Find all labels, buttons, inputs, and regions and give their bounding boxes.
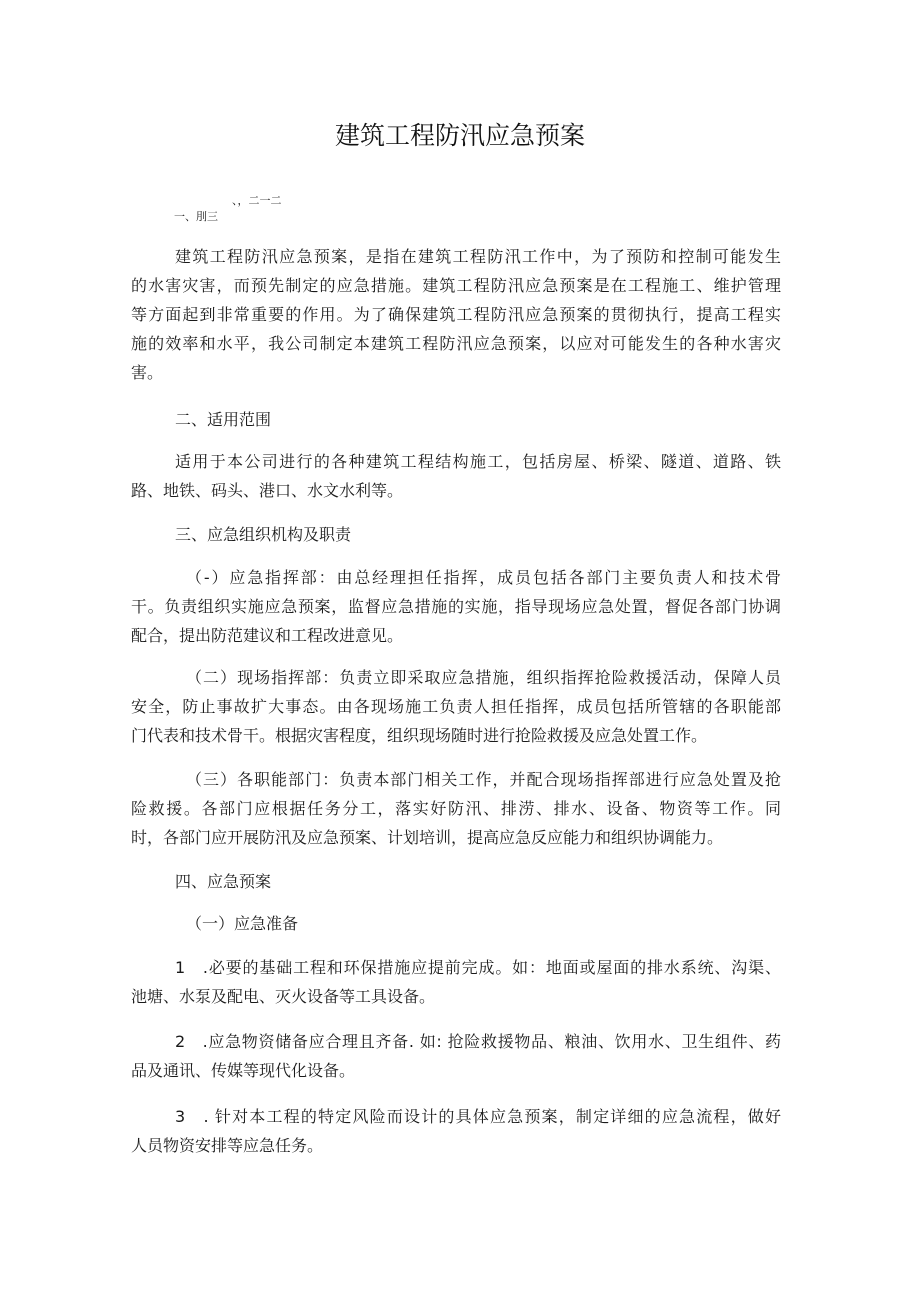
section3-paragraph-2: [131, 663, 781, 750]
prep-item-3: [131, 1102, 781, 1160]
paragraph-line: 池塘、水泵及配电、灭火设备等工具设备。: [131, 987, 436, 1006]
paragraph-line: （三）各职能部门：负责本部门相关工作，并配合现场指挥部进行应急处置及抢: [186, 770, 781, 789]
paragraph-line: 建筑工程防汛应急预案，是指在建筑工程防汛工作中，为了预防和控制可能发生: [175, 247, 781, 266]
section2-paragraph: [131, 447, 781, 505]
section3-heading: 三、应急组织机构及职责: [175, 525, 352, 544]
paragraph-line: 配合，提出防范建议和工程改进意见。: [131, 626, 404, 645]
paragraph-line: 品及通讯、传媒等现代化设备。: [131, 1061, 356, 1080]
paragraph-line: 险救援。各部门应根据任务分工，落实好防汛、排涝、排水、设备、物资等工作。同: [131, 799, 781, 818]
paragraph-line: 2 .应急物资储备应合理且齐备. 如: 抢险救援物品、粮油、饮用水、卫生组件、药: [175, 1032, 781, 1051]
paragraph-line: 适用于本公司进行的各种建筑工程结构施工，包括房屋、桥梁、隧道、道路、铁: [175, 452, 781, 471]
paragraph-line: 的水害灾害，而预先制定的应急措施。建筑工程防汛应急预案是在工程施工、维护管理: [131, 276, 781, 295]
paragraph-line: 等方面起到非常重要的作用。为了确保建筑工程防汛应急预案的贯彻执行，提高工程实: [131, 305, 781, 324]
paragraph-line: （二）现场指挥部：负责立即采取应急措施，组织指挥抢险救援活动，保障人员: [186, 668, 781, 687]
paragraph-line: 人员物资安排等应急任务。: [131, 1136, 324, 1155]
paragraph-line: 路、地铁、码头、港口、水文水利等。: [131, 481, 404, 500]
section4-heading: 四、应急预案: [175, 872, 272, 891]
section3-paragraph-1: [131, 563, 781, 650]
intro-paragraph: [131, 242, 781, 387]
document-title: 建筑工程防汛应急预案: [334, 121, 585, 150]
prep-item-2: [131, 1027, 781, 1085]
paragraph-line: 3 . 针对本工程的特定风险而设计的具体应急预案，制定详细的应急流程，做好: [175, 1107, 781, 1126]
prep-item-1: [131, 953, 781, 1011]
paragraph-line: （-）应急指挥部：由总经理担任指挥，成员包括各部门主要负责人和技术骨: [186, 568, 781, 587]
section3-paragraph-3: [131, 765, 781, 852]
paragraph-line: 干。负责组织实施应急预案，监督应急措施的实施，指导现场应急处置，督促各部门协调: [131, 597, 781, 616]
section4-subheading: （一）应急准备: [186, 914, 299, 933]
paragraph-line: 安全，防止事故扩大事态。由各现场施工负责人担任指挥，成员包括所管辖的各职能部: [131, 697, 781, 716]
paragraph-line: 害。: [131, 363, 164, 382]
paragraph-line: 1 .必要的基础工程和环保措施应提前完成。如：地面或屋面的排水系统、沟渠、: [175, 958, 781, 977]
scan-artifact-marks: 、，二一二: [232, 194, 282, 207]
paragraph-line: 时，各部门应开展防汛及应急预案、计划培训，提高应急反应能力和组织协调能力。: [131, 828, 724, 847]
section2-heading: 二、适用范围: [175, 410, 272, 429]
paragraph-line: 门代表和技术骨干。根据灾害程度，组织现场随时进行抢险救援及应急处置工作。: [131, 726, 708, 745]
paragraph-line: 施的效率和水平，我公司制定本建筑工程防汛应急预案，以应对可能发生的各种水害灾: [131, 334, 781, 353]
section1-heading: 一、刖三: [174, 210, 218, 223]
